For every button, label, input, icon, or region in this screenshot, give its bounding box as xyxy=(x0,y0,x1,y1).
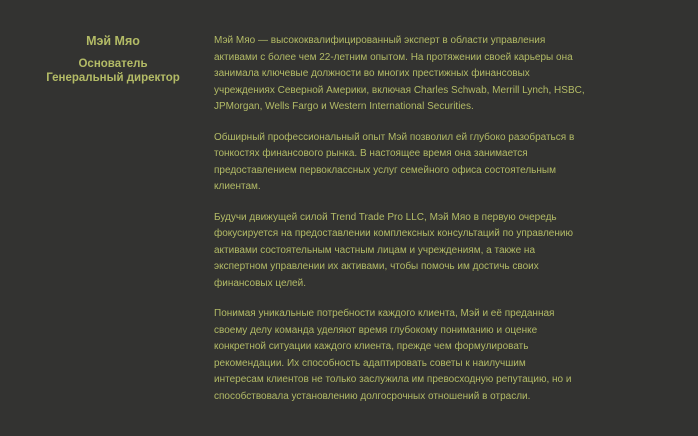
profile-card xyxy=(30,33,196,85)
bio-line: интересам клиентов не только заслужила им превосходную репутацию, но и xyxy=(214,374,572,385)
biography xyxy=(214,33,614,419)
bio-line: активами с более чем 22-летним опытом. На протяжении своей карьеры она xyxy=(214,51,573,63)
bio-paragraph xyxy=(214,33,614,116)
bio-line: Понимая уникальные потребности каждого клиента, Мэй и её преданная xyxy=(214,308,555,319)
bio-line: учреждениях Северной Америки, включая Charles Schwab, Merrill Lynch, HSBC, xyxy=(214,84,585,96)
bio-line: активами состоятельным частным лицам и учреждениям, а также на xyxy=(214,244,536,256)
person-name: Мэй Мяо xyxy=(86,34,140,48)
bio-line: Мэй Мяо — высококвалифицированный эксперт в области управления xyxy=(214,35,546,46)
person-role-ceo: Генеральный директор xyxy=(46,72,180,84)
bio-line: способствовала установлению долгосрочных отношений в отрасли. xyxy=(214,390,531,402)
bio-line: тонкостях финансового рынка. В настоящее время она занимается xyxy=(214,148,528,159)
bio-line: занимала ключевые должности во многих престижных финансовых xyxy=(214,68,530,79)
bio-paragraph xyxy=(214,130,614,196)
bio-line: JPMorgan, Wells Fargo и Western International Securities. xyxy=(214,101,474,112)
person-role-founder: Основатель xyxy=(78,58,148,70)
bio-line: конкретной ситуации каждого клиента, прежде чем формулировать xyxy=(214,341,529,352)
bio-line: предоставлением первоклассных услуг семейного офиса состоятельным xyxy=(214,164,556,176)
bio-line: финансовых целей. xyxy=(214,277,306,289)
bio-line: экспертном управлении их активами, чтобы помочь им достичь своих xyxy=(214,261,539,272)
bio-line: фокусируется на предоставлении комплексных консультаций по управлению xyxy=(214,228,573,239)
bio-line: своему делу команда уделяют время глубокому пониманию и оценке xyxy=(214,324,538,336)
bio-line: рекомендации. Их способность адаптировать советы к наилучшим xyxy=(214,357,526,369)
bio-line: Обширный профессиональный опыт Мэй позволил ей глубоко разобраться в xyxy=(214,131,575,143)
bio-paragraph xyxy=(214,306,614,405)
bio-line: Будучи движущей силой Trend Trade Pro LLC, Мэй Мяо в первую очередь xyxy=(214,211,557,223)
bio-paragraph xyxy=(214,210,614,293)
bio-line: клиентам. xyxy=(214,181,261,192)
